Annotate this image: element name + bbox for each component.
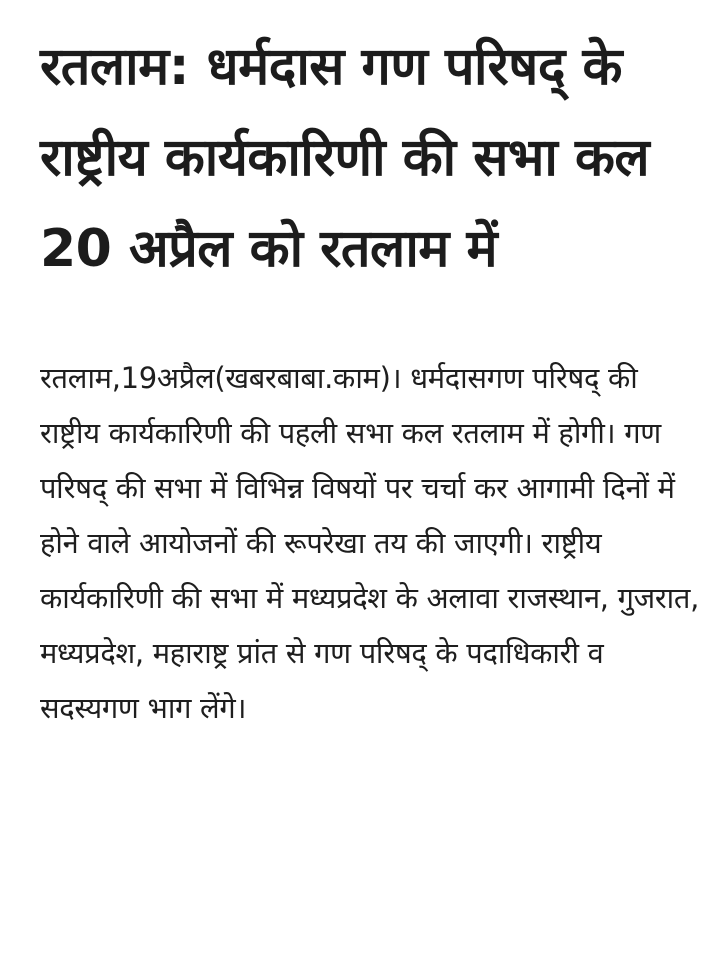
article-headline: रतलाम: धर्मदास गण परिषद् के राष्ट्रीय कार्यकारिणी की सभा कल 20 अप्रैल को रतलाम में — [40, 37, 650, 279]
article-body: रतलाम,19अप्रैल(खबरबाबा.काम)। धर्मदासगण परिषद् की राष्ट्रीय कार्यकारिणी की पहली सभा कल रतलाम में होगी। गण परिषद् की सभा में विभिन्न विषयों पर चर्चा कर आगामी दिनों में होने वाले आयोजनों की रूपरेखा तय की जाएगी। राष्ट्रीय कार्यकारिणी की सभा में मध्यप्रदेश के अलावा राजस्थान, गुजरात, मध्यप्रदेश, महाराष्ट्र प्रांत से गण परिषद् के पदाधिकारी व सदस्यगण भाग लेंगे। — [40, 361, 700, 725]
news-article — [40, 22, 700, 736]
